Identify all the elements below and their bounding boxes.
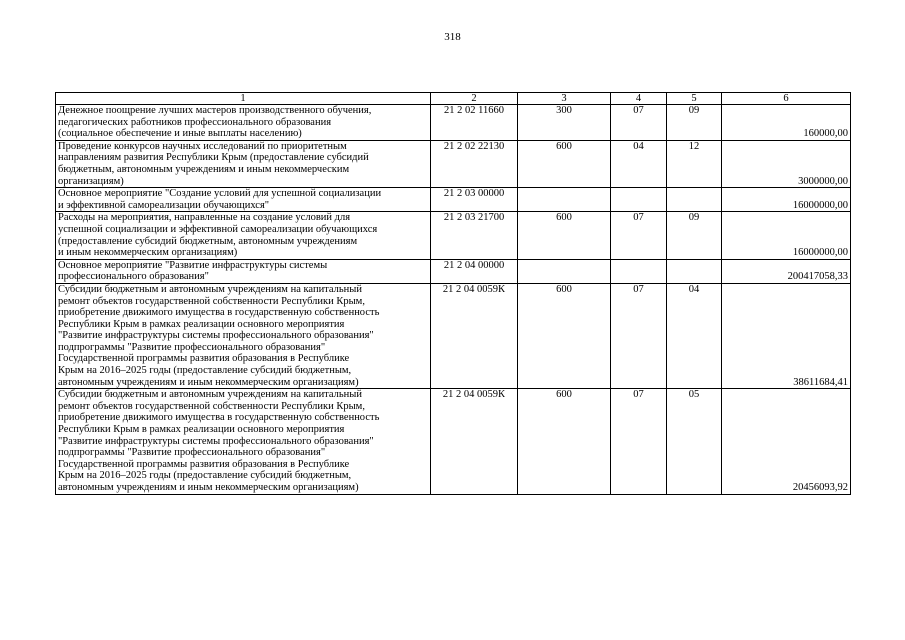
row-description — [56, 389, 431, 494]
row-target-code: 21 2 02 22130 — [431, 140, 518, 187]
description-line: Проведение конкурсов научных исследований по приоритетным — [58, 140, 347, 152]
row-description — [56, 105, 431, 141]
table-header-row — [56, 93, 851, 105]
budget-table — [55, 92, 851, 495]
row-target-code: 21 2 03 21700 — [431, 212, 518, 259]
row-section: 07 — [611, 389, 667, 494]
row-section: 07 — [611, 212, 667, 259]
description-line: Субсидии бюджетным и автономным учреждениям на капитальный — [58, 389, 362, 401]
row-description — [56, 188, 431, 212]
row-target-code: 21 2 03 00000 — [431, 188, 518, 212]
description-line: Основное мероприятие "Создание условий для успешной социализации — [58, 188, 382, 200]
row-expense-type: 300 — [518, 105, 611, 141]
row-subsection — [667, 188, 722, 212]
row-expense-type: 600 — [518, 389, 611, 494]
row-section: 07 — [611, 283, 667, 388]
row-amount: 16000000,00 — [722, 188, 851, 212]
description-line: ремонт объектов государственной собственности Республики Крым, — [58, 400, 365, 412]
description-line: и иным некоммерческим организациям) — [58, 247, 238, 259]
table-row — [56, 105, 851, 141]
description-line: Крым на 2016–2025 годы (предоставление субсидий бюджетным, — [58, 365, 352, 377]
description-line: успешной социализации и эффективной самореализации обучающихся — [58, 223, 378, 235]
description-line: Основное мероприятие "Развитие инфраструктуры системы — [58, 259, 328, 271]
description-line: Субсидии бюджетным и автономным учреждениям на капитальный — [58, 283, 362, 295]
header-cell: 5 — [667, 93, 722, 105]
description-line: (предоставление субсидий бюджетным, автономным учреждениям — [58, 235, 358, 247]
description-line: подпрограммы "Развитие профессионального образования" — [58, 341, 326, 353]
row-target-code: 21 2 04 0059К — [431, 389, 518, 494]
row-description — [56, 140, 431, 187]
row-subsection: 12 — [667, 140, 722, 187]
header-cell: 3 — [518, 93, 611, 105]
description-line: бюджетным, автономным учреждениям и иным некоммерческим — [58, 163, 350, 175]
row-amount: 16000000,00 — [722, 212, 851, 259]
description-line: приобретение движимого имущества в государственную собственность — [58, 412, 380, 424]
row-section — [611, 259, 667, 283]
row-expense-type: 600 — [518, 283, 611, 388]
row-section — [611, 188, 667, 212]
header-cell: 4 — [611, 93, 667, 105]
header-cell: 1 — [56, 93, 431, 105]
row-target-code: 21 2 02 11660 — [431, 105, 518, 141]
description-line: Денежное поощрение лучших мастеров производственного обучения, — [58, 105, 372, 116]
row-amount: 200417058,33 — [722, 259, 851, 283]
row-description — [56, 283, 431, 388]
row-amount: 160000,00 — [722, 105, 851, 141]
row-expense-type — [518, 188, 611, 212]
header-cell: 2 — [431, 93, 518, 105]
table-row — [56, 283, 851, 388]
table-row — [56, 389, 851, 494]
description-line: Крым на 2016–2025 годы (предоставление субсидий бюджетным, — [58, 470, 352, 482]
description-line: Республики Крым в рамках реализации основного мероприятия — [58, 424, 345, 436]
row-target-code: 21 2 04 0059К — [431, 283, 518, 388]
description-line: Государственной программы развития образования в Республике — [58, 353, 350, 365]
description-line: и эффективной самореализации обучающихся" — [58, 199, 270, 211]
description-line: Республики Крым в рамках реализации основного мероприятия — [58, 318, 345, 330]
description-line: автономным учреждениям и иным некоммерческим организациям) — [58, 376, 359, 388]
description-line: направлениям развития Республики Крым (предоставление субсидий — [58, 152, 369, 164]
description-line: "Развитие инфраструктуры системы профессионального образования" — [58, 435, 374, 447]
table-row — [56, 212, 851, 259]
row-expense-type: 600 — [518, 212, 611, 259]
row-subsection — [667, 259, 722, 283]
description-line: Государственной программы развития образования в Республике — [58, 458, 350, 470]
row-amount: 20456093,92 — [722, 389, 851, 494]
description-line: ремонт объектов государственной собственности Республики Крым, — [58, 295, 365, 307]
row-description — [56, 259, 431, 283]
description-line: (социальное обеспечение и иные выплаты населению) — [58, 128, 302, 140]
row-subsection: 09 — [667, 105, 722, 141]
table-row — [56, 140, 851, 187]
row-expense-type: 600 — [518, 140, 611, 187]
row-subsection: 09 — [667, 212, 722, 259]
row-subsection: 04 — [667, 283, 722, 388]
row-subsection: 05 — [667, 389, 722, 494]
row-amount: 38611684,41 — [722, 283, 851, 388]
header-cell: 6 — [722, 93, 851, 105]
row-target-code: 21 2 04 00000 — [431, 259, 518, 283]
description-line: организациям) — [58, 175, 124, 187]
description-line: профессионального образования" — [58, 271, 209, 283]
row-description — [56, 212, 431, 259]
row-section: 04 — [611, 140, 667, 187]
table-row — [56, 259, 851, 283]
row-amount: 3000000,00 — [722, 140, 851, 187]
description-line: "Развитие инфраструктуры системы профессионального образования" — [58, 330, 374, 342]
table-row — [56, 188, 851, 212]
description-line: подпрограммы "Развитие профессионального образования" — [58, 447, 326, 459]
description-line: автономным учреждениям и иным некоммерческим организациям) — [58, 482, 359, 493]
page-number: 318 — [444, 31, 461, 43]
description-line: педагогических работников профессионального образования — [58, 116, 332, 128]
description-line: приобретение движимого имущества в государственную собственность — [58, 307, 380, 319]
row-section: 07 — [611, 105, 667, 141]
description-line: Расходы на мероприятия, направленные на создание условий для — [58, 212, 351, 224]
row-expense-type — [518, 259, 611, 283]
